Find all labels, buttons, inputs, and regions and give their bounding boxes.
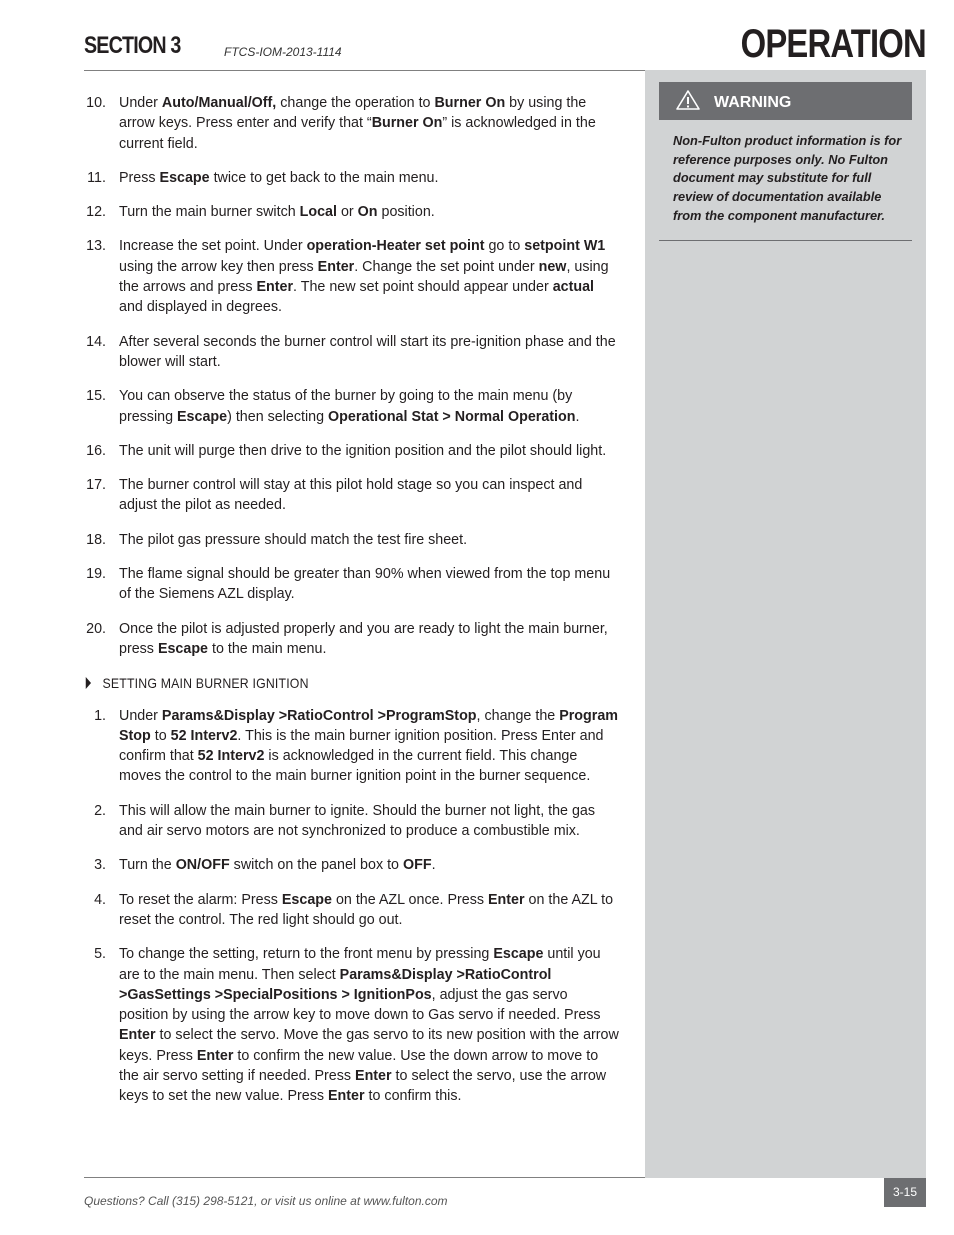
step-number: 15. <box>86 388 106 405</box>
step-text-run: The burner control will stay at this pilot hold stage so you can inspect and adjust the pilot as needed. <box>119 477 583 514</box>
step-text-bold: Escape <box>159 169 210 186</box>
step-text-bold: Escape <box>281 891 332 908</box>
step-text-run: change the operation to <box>276 95 435 111</box>
warning-divider <box>659 240 912 241</box>
step-number: 11. <box>87 169 106 186</box>
page-number: 3-15 <box>884 1178 926 1207</box>
step-text-bold: 52 Interv2 <box>170 727 238 744</box>
step-text <box>119 477 582 513</box>
footer-divider <box>84 1177 645 1178</box>
step-text-run: position. <box>377 204 435 221</box>
step-text-run: Press <box>119 169 160 186</box>
step-text-run: The unit will purge then drive to the ignition position and the pilot should light. <box>119 442 607 459</box>
step-text <box>119 388 579 424</box>
step-number: 18. <box>86 531 106 548</box>
step-text-run: . The new set point should appear under <box>293 279 553 296</box>
step-number: 17. <box>86 477 106 494</box>
procedure-list <box>84 93 620 659</box>
list-item <box>84 855 620 875</box>
step-number: 13. <box>86 238 106 255</box>
step-text-run: , change the <box>476 707 560 724</box>
step-text-run: and displayed in degrees. <box>119 299 282 316</box>
footer-contact: Questions? Call (315) 298-5121, or visit us online at www.fulton.com <box>84 1194 448 1208</box>
list-item <box>84 93 620 154</box>
step-text-run: switch on the panel box to <box>229 857 403 874</box>
step-number: 4. <box>94 891 106 908</box>
step-text-bold: Enter <box>328 1088 365 1105</box>
step-text-bold: Escape <box>177 408 228 425</box>
step-text-run: The pilot gas pressure should match the test fire sheet. <box>119 531 468 548</box>
step-text-run: . <box>575 408 580 425</box>
step-text-bold: On <box>357 204 378 221</box>
step-text <box>119 334 616 370</box>
ignition-procedure-list <box>84 706 620 1107</box>
step-text-run: Once the pilot is adjusted properly and you are ready to light the main burner, press <box>119 620 608 657</box>
step-text <box>119 621 608 657</box>
step-text <box>119 892 613 928</box>
step-text-bold: ON/OFF <box>175 857 230 874</box>
section-label: SECTION 3 <box>84 32 181 59</box>
step-text-bold: Escape <box>493 946 544 963</box>
step-text-run: Turn the main burner switch <box>119 204 300 221</box>
step-text-bold: Enter <box>196 1047 234 1064</box>
step-text-bold: Local <box>299 204 337 221</box>
step-text-run: to <box>150 727 171 744</box>
warning-text: Non-Fulton product information is for reference purposes only. No Fulton document may substitute for full review of documentation available from the component manufacturer. <box>673 133 902 223</box>
step-text-bold: Auto/Manual/Off, <box>161 95 277 111</box>
step-number: 20. <box>86 620 106 637</box>
step-text-bold: Enter <box>256 279 294 296</box>
list-item <box>84 236 620 317</box>
document-code: FTCS-IOM-2013-1114 <box>224 45 342 59</box>
list-item <box>84 801 620 842</box>
step-text <box>119 95 596 152</box>
subsection-heading <box>84 673 556 693</box>
step-text-run: Turn the <box>119 857 176 874</box>
step-text-run: Under <box>119 707 162 724</box>
step-text-run: After several seconds the burner control will start its pre-ignition phase and the blower will start. <box>119 333 616 370</box>
step-number: 5. <box>94 946 106 963</box>
step-number: 14. <box>86 333 106 350</box>
list-item <box>84 619 620 660</box>
step-text-run: using the arrow key then press <box>119 258 318 275</box>
step-text-bold: Burner On <box>434 95 506 111</box>
step-text <box>119 946 619 1104</box>
step-text-run: ” is acknowledged in the current field. <box>119 115 596 152</box>
step-text-run: . Change the set point under <box>354 258 539 275</box>
step-text <box>119 708 618 785</box>
step-text-bold: setpoint W1 <box>524 238 606 255</box>
step-number: 3. <box>94 857 106 874</box>
step-text-bold: operation-Heater set point <box>306 238 485 255</box>
list-item <box>84 441 620 461</box>
step-text <box>119 857 436 873</box>
page-title: OPERATION <box>740 22 926 66</box>
step-text <box>119 803 595 839</box>
page-header <box>84 20 926 71</box>
list-item <box>84 564 620 605</box>
step-text-run: to select the servo, use the arrow keys to set the new value. Press <box>119 1067 607 1105</box>
step-text-bold: Operational Stat > Normal Operation <box>328 408 576 425</box>
step-text-run: or <box>336 204 358 221</box>
list-item <box>84 386 620 427</box>
step-text-run: ) then selecting <box>227 408 329 425</box>
list-item <box>84 890 620 931</box>
step-text-bold: Params&Display >RatioControl >GasSettings >SpecialPositions > IgnitionPos <box>119 966 552 1003</box>
step-number: 1. <box>94 707 106 724</box>
warning-triangle-icon <box>675 89 701 116</box>
list-item <box>84 944 620 1106</box>
step-text-bold: 52 Interv2 <box>197 748 265 765</box>
step-text-bold: Enter <box>119 1027 156 1044</box>
list-item <box>84 706 620 787</box>
step-text-bold: Enter <box>488 891 525 908</box>
step-text-run: on the AZL to reset the control. The red light should go out. <box>119 891 614 928</box>
step-number: 10. <box>86 95 106 111</box>
step-text-run: . <box>431 857 436 874</box>
step-text-bold: Params&Display >RatioControl >ProgramStop <box>161 707 477 724</box>
step-text-bold: new <box>538 258 567 275</box>
sidebar <box>645 70 926 1178</box>
step-text <box>119 238 609 315</box>
step-number: 19. <box>86 566 106 583</box>
step-text-bold: Burner On <box>371 115 443 132</box>
step-text-run: Under <box>119 95 162 111</box>
step-number: 16. <box>86 442 106 459</box>
list-item <box>84 475 620 516</box>
step-text-run: until you are to the main menu. Then select <box>119 946 601 983</box>
list-item <box>84 168 620 188</box>
step-text-run: , adjust the gas servo position by using the arrow key to move down to Gas servo if needed. Press <box>119 986 601 1024</box>
step-text-bold: OFF <box>402 857 432 874</box>
step-text-run: To reset the alarm: Press <box>119 891 282 908</box>
step-text-run: to the main menu. <box>208 640 327 657</box>
subsection-title: SETTING MAIN BURNER IGNITION <box>102 675 309 692</box>
step-text <box>119 443 606 459</box>
step-text-bold: Program Stop <box>119 707 618 744</box>
step-text-run: to select the servo. Move the gas servo to its new position with the arrow keys. Press <box>119 1027 619 1064</box>
list-item <box>84 202 620 222</box>
step-text-bold: Escape <box>157 640 209 657</box>
step-text-run: , using the arrows and press <box>119 258 609 296</box>
step-text-run: go to <box>484 238 525 255</box>
step-text-bold: Enter <box>317 258 355 275</box>
step-text-run: to confirm this. <box>364 1088 462 1105</box>
step-text-run: To change the setting, return to the front menu by pressing <box>119 946 494 963</box>
step-text-run: This will allow the main burner to ignite. Should the burner not light, the gas and air servo motors are not synchronized to produce a combustible mix. <box>119 802 596 840</box>
step-text-bold: actual <box>552 279 595 296</box>
step-text-run: Increase the set point. Under <box>119 238 307 255</box>
warning-header <box>659 82 912 120</box>
main-content <box>84 93 620 1121</box>
list-item <box>84 530 620 550</box>
step-text-run: on the AZL once. Press <box>331 891 488 908</box>
step-text-run: The flame signal should be greater than 90% when viewed from the top menu of the Siemens AZL display. <box>119 566 611 603</box>
step-number: 12. <box>86 204 106 221</box>
step-number: 2. <box>94 802 106 819</box>
step-text <box>119 204 435 220</box>
step-text-run: You can observe the status of the burner by going to the main menu (by pressing <box>119 388 573 425</box>
step-text-run: to confirm the new value. Use the down arrow to move to the air servo setting if needed. Press <box>119 1047 599 1084</box>
list-item <box>84 332 620 373</box>
step-text-run: by using the arrow keys. Press enter and verify that “ <box>119 95 587 132</box>
step-text <box>119 532 467 548</box>
step-text <box>119 170 438 186</box>
triangle-bullet-icon <box>86 677 91 689</box>
step-text-run: twice to get back to the main menu. <box>209 169 439 186</box>
step-text-bold: Enter <box>355 1067 392 1084</box>
step-text-run: is acknowledged in the current field. This change moves the control to the main burner ignition point in the burner sequence. <box>119 748 591 785</box>
warning-title: WARNING <box>714 94 792 111</box>
step-text-run: . This is the main burner ignition position. Press Enter and confirm that <box>119 727 604 765</box>
step-text <box>119 566 610 602</box>
